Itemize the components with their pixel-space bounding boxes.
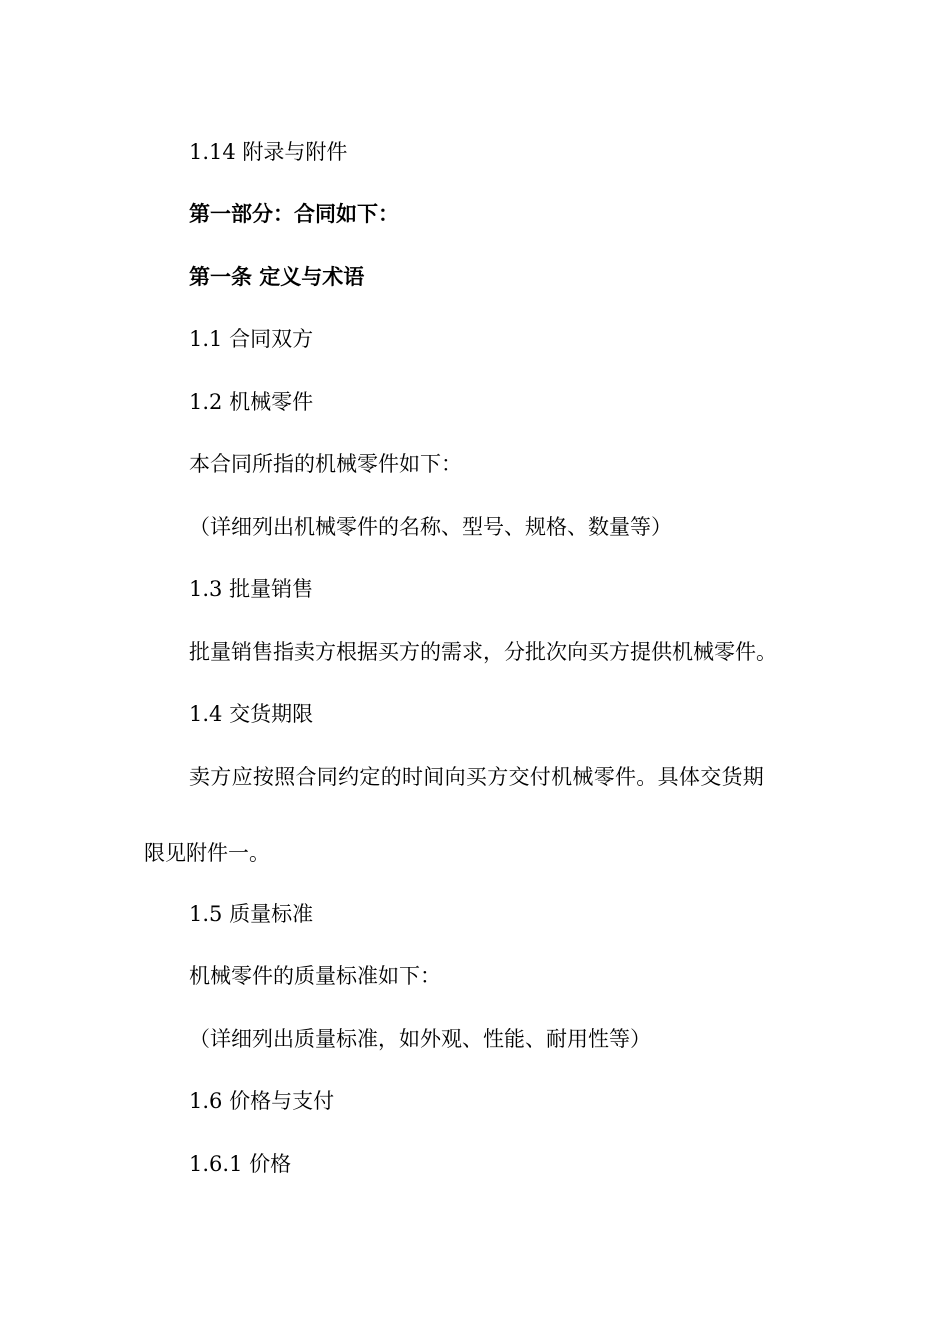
section-heading-1-5: 1.5 质量标准 bbox=[189, 902, 314, 926]
section-heading-1-14: 1.14 附录与附件 bbox=[189, 140, 348, 164]
paragraph-delivery-line-1: 卖方应按照合同约定的时间向买方交付机械零件。具体交货期 bbox=[189, 765, 765, 789]
section-heading-1-6: 1.6 价格与支付 bbox=[189, 1089, 335, 1113]
section-heading-1-1: 1.1 合同双方 bbox=[189, 327, 314, 351]
paragraph-quality-intro: 机械零件的质量标准如下： bbox=[189, 964, 441, 988]
section-heading-1-3: 1.3 批量销售 bbox=[189, 577, 314, 601]
section-heading-1-6-1: 1.6.1 价格 bbox=[189, 1152, 292, 1176]
section-heading-1-4: 1.4 交货期限 bbox=[189, 702, 314, 726]
part-heading: 第一部分：合同如下： bbox=[189, 202, 399, 226]
section-heading-1-2: 1.2 机械零件 bbox=[189, 390, 314, 414]
paragraph-parts-intro: 本合同所指的机械零件如下： bbox=[189, 452, 462, 476]
paragraph-delivery-line-2: 限见附件一。 bbox=[144, 841, 270, 865]
paragraph-batch-sales: 批量销售指卖方根据买方的需求，分批次向买方提供机械零件。 bbox=[189, 640, 777, 664]
paragraph-parts-placeholder: （详细列出机械零件的名称、型号、规格、数量等） bbox=[189, 515, 672, 539]
article-heading: 第一条 定义与术语 bbox=[189, 265, 365, 289]
paragraph-quality-placeholder: （详细列出质量标准，如外观、性能、耐用性等） bbox=[189, 1027, 651, 1051]
